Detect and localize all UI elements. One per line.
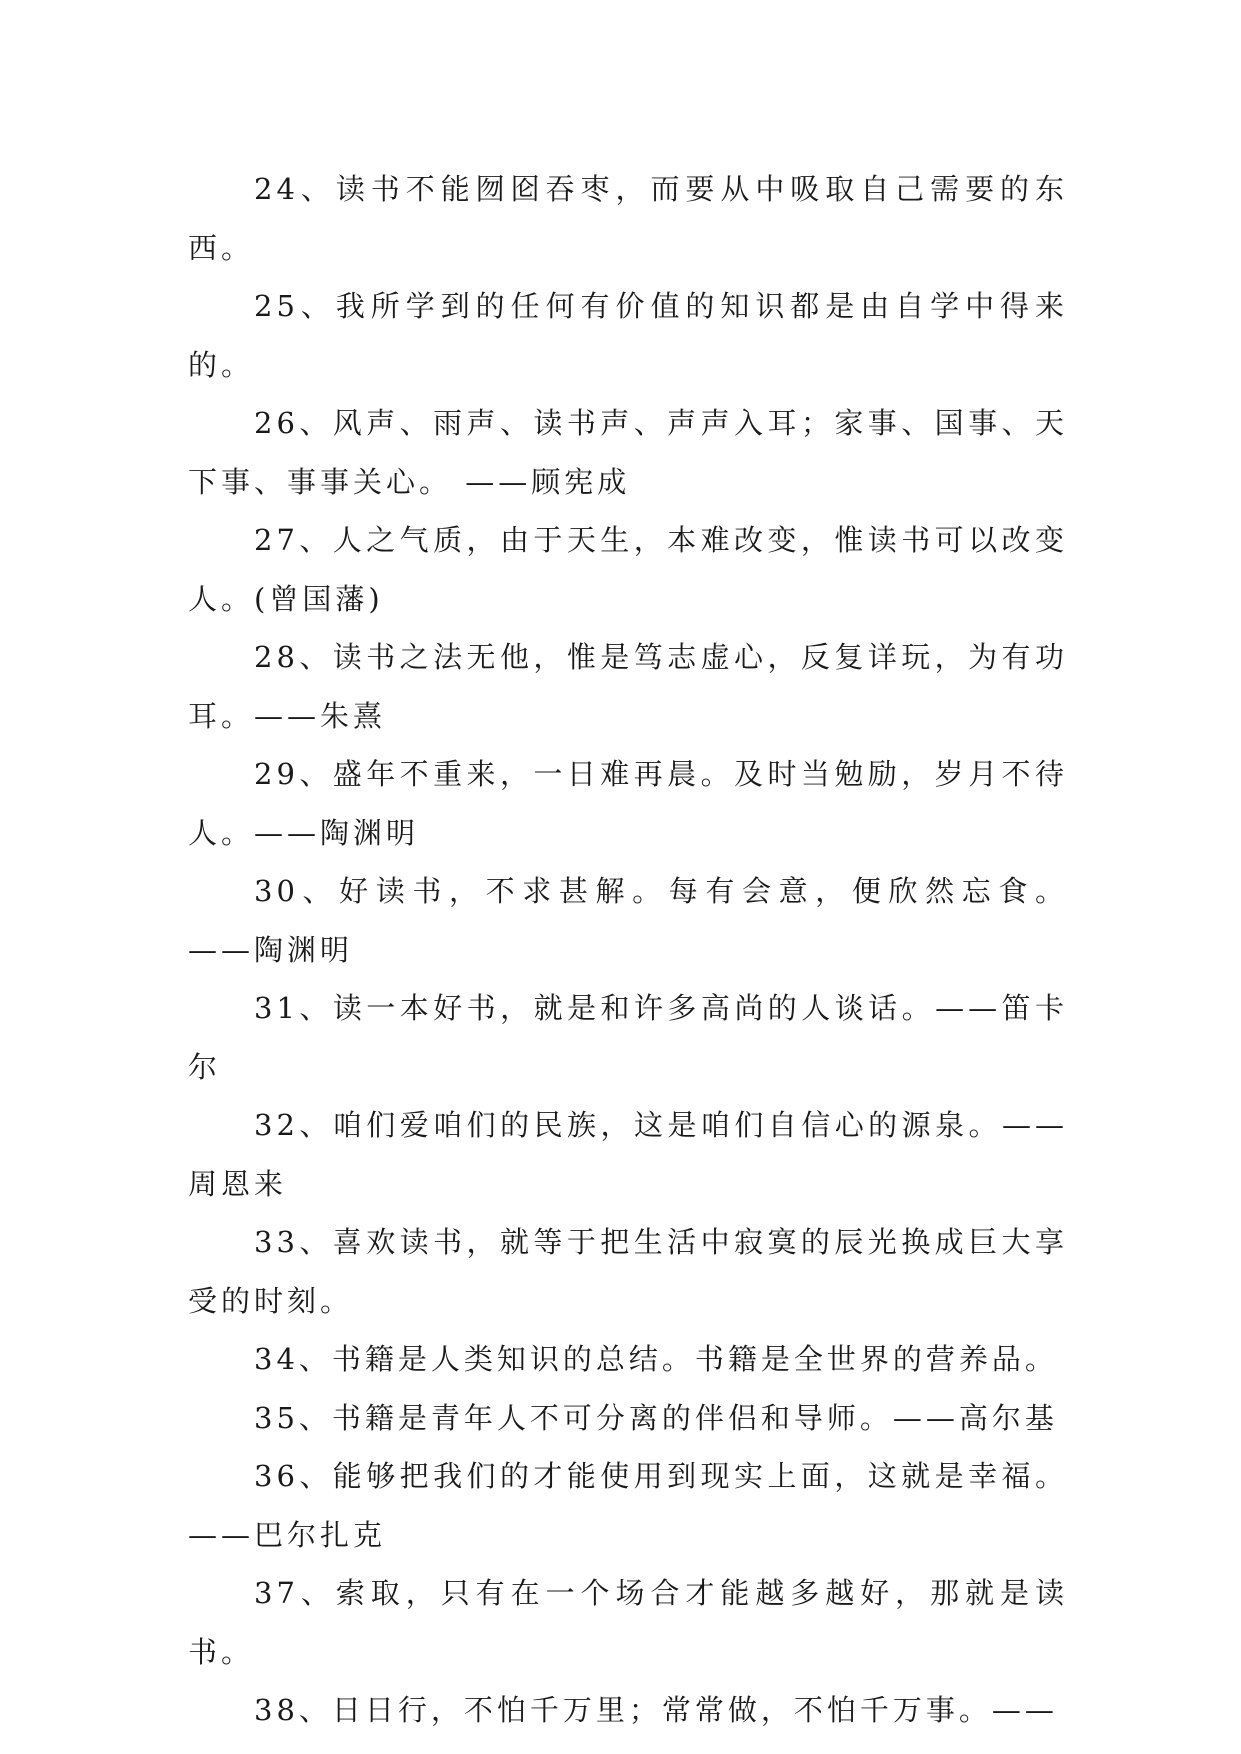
quote-paragraph-34: 34、书籍是人类知识的总结。书籍是全世界的营养品。 bbox=[254, 1342, 1058, 1376]
quote-paragraph-24: 24、读书不能囫囵吞枣，而要从中吸取自己需要的东西。 bbox=[188, 172, 1068, 265]
quote-paragraph-26: 26、风声、雨声、读书声、声声入耳；家事、国事、天下事、事事关心。 ——顾宪成 bbox=[188, 406, 1068, 499]
quote-paragraph-25: 25、我所学到的任何有价值的知识都是由自学中得来的。 bbox=[188, 289, 1068, 382]
document-body bbox=[188, 160, 1068, 1740]
quote-paragraph-33: 33、喜欢读书，就等于把生活中寂寞的辰光换成巨大享受的时刻。 bbox=[188, 1225, 1068, 1318]
quote-paragraph-27: 27、人之气质，由于天生，本难改变，惟读书可以改变人。(曾国藩) bbox=[188, 523, 1068, 616]
quote-paragraph-35: 35、书籍是青年人不可分离的伴侣和导师。——高尔基 bbox=[254, 1400, 1058, 1435]
quote-paragraph-37: 37、索取，只有在一个场合才能越多越好，那就是读书。 bbox=[188, 1576, 1068, 1669]
quote-paragraph-32: 32、咱们爱咱们的民族，这是咱们自信心的源泉。——周恩来 bbox=[188, 1108, 1068, 1201]
quote-paragraph-30: 30、好读书，不求甚解。每有会意，便欣然忘食。 ——陶渊明 bbox=[188, 874, 1068, 967]
quote-paragraph-36: 36、能够把我们的才能使用到现实上面，这就是幸福。——巴尔扎克 bbox=[188, 1459, 1068, 1552]
quote-paragraph-31: 31、读一本好书，就是和许多高尚的人谈话。——笛卡尔 bbox=[188, 991, 1068, 1084]
quote-paragraph-28: 28、读书之法无他，惟是笃志虚心，反复详玩，为有功耳。——朱熹 bbox=[188, 640, 1068, 733]
quote-paragraph-38: 38、日日行，不怕千万里；常常做，不怕千万事。—— bbox=[254, 1693, 1058, 1727]
quote-paragraph-29: 29、盛年不重来，一日难再晨。及时当勉励，岁月不待人。——陶渊明 bbox=[188, 757, 1068, 850]
